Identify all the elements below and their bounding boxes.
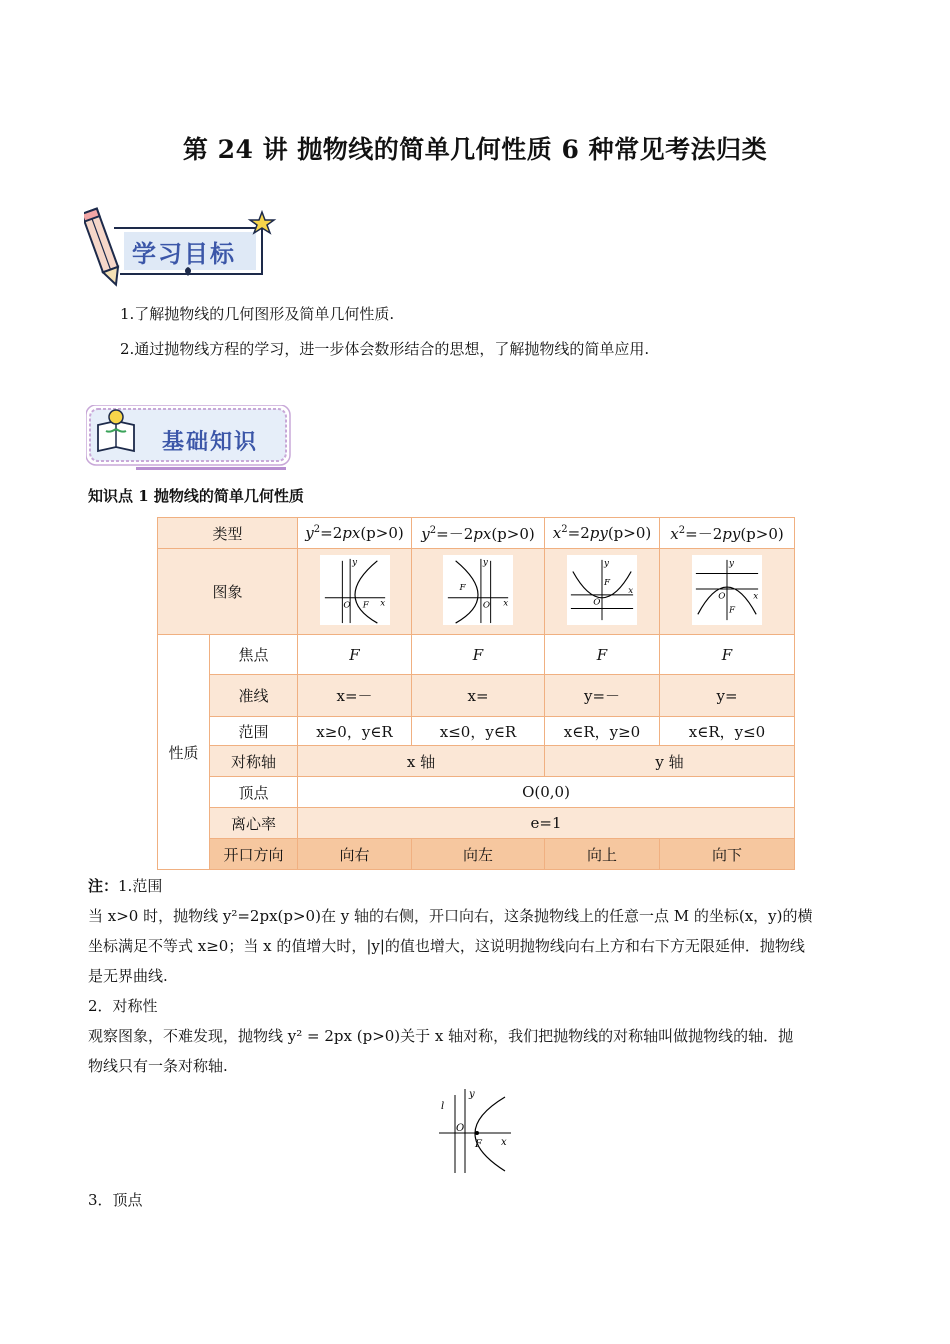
directrix-4: y= [660,675,795,717]
note-item1-line3: 是无界曲线. [88,967,168,985]
vertex-value: O(0,0) [298,777,795,808]
graph-row-label: 图象 [158,549,298,635]
properties-table [157,517,795,870]
svg-text:x: x [501,1137,507,1148]
axis-x: x 轴 [298,746,545,777]
parabola-up-graph [567,555,637,625]
svg-text:x: x [628,585,634,596]
type-4: $x^2=-2py(p>0)$ [660,518,795,549]
svg-text:y: y [603,558,609,569]
svg-text:x: x [753,591,759,602]
axis-y: y 轴 [545,746,795,777]
svg-text:O: O [482,600,491,610]
type-header: 类型 [158,518,298,549]
directrix-2: x= [412,675,545,717]
vertex-label: 顶点 [210,777,298,808]
svg-text:x: x [503,598,509,609]
page-title: 第 24 讲 抛物线的简单几何性质 6 种常见考法归类 [182,135,768,164]
ecc-value: e=1 [298,808,795,839]
parabola-right-graph [320,555,390,625]
goals-badge-label: 学习目标 [132,240,236,268]
parabola-down-graph [692,555,762,625]
basics-badge [86,405,296,475]
graph-up [545,549,660,635]
note-item1-line2: 坐标满足不等式 x≥0；当 x 的值增大时，|y|的值也增大，这说明抛物线向右上方和右下方无限延伸．抛物线 [88,937,805,955]
range-label: 范围 [210,717,298,746]
open-3: 向上 [545,839,660,870]
range-2: x≤0，y∈R [412,717,545,746]
note-item2-line1: 观察图象，不难发现，抛物线 y² = 2px (p>0)关于 x 轴对称，我们把抛物线的对称轴叫做抛物线的轴．抛 [88,1027,794,1045]
svg-text:O: O [456,1123,465,1134]
svg-text:x: x [379,598,385,609]
open-2: 向左 [412,839,545,870]
range-4: x∈R，y≤0 [660,717,795,746]
focus-1: F [298,635,412,675]
focus-2: F [412,635,545,675]
open-4: 向下 [660,839,795,870]
note-item1-title: 1.范围 [118,877,163,895]
type-1: $y^2=2px(p>0)$ [298,518,412,549]
svg-text:y: y [351,557,357,568]
svg-text:O: O [718,591,726,602]
directrix-1: x=－ [298,675,412,717]
graph-right [298,549,412,635]
svg-text:y: y [482,557,488,568]
objective-1: 1.了解抛物线的几何图形及简单几何性质. [120,305,395,323]
note-item2-title: 2．对称性 [88,997,158,1015]
range-3: x∈R，y≥0 [545,717,660,746]
goals-badge [84,200,284,290]
focus-3: F [545,635,660,675]
svg-text:F: F [728,604,736,615]
svg-text:F: F [603,577,611,588]
svg-text:F: F [475,1139,482,1150]
svg-text:y: y [469,1089,475,1100]
note-item3-title: 3．顶点 [88,1191,143,1209]
note-item2-line2: 物线只有一条对称轴. [88,1057,228,1075]
svg-text:F: F [362,600,369,610]
open-label: 开口方向 [210,839,298,870]
basics-badge-label: 基础知识 [162,430,259,455]
graph-down [660,549,795,635]
svg-text:y: y [728,558,734,569]
properties-group-label: 性质 [158,635,210,870]
note-head: 注： [88,877,119,895]
type-2: $y^2=-2px(p>0)$ [412,518,545,549]
type-3: $x^2=2py(p>0)$ [545,518,660,549]
knowledge-title: 知识点 1 抛物线的简单几何性质 [88,487,304,505]
svg-text:O: O [593,597,601,608]
note-heading [88,872,162,901]
range-1: x≥0，y∈R [298,717,412,746]
parabola-left-graph [443,555,513,625]
axis-label: 对称轴 [210,746,298,777]
focus-label: 焦点 [210,635,298,675]
open-1: 向右 [298,839,412,870]
symmetry-figure [435,1085,515,1175]
ecc-label: 离心率 [210,808,298,839]
note-item1-line1: 当 x>0 时，抛物线 y²=2px(p>0)在 y 轴的右侧，开口向右，这条抛物线上的任意一点 M 的坐标(x，y)的横 [88,907,813,925]
focus-4: F [660,635,795,675]
svg-text:F: F [459,582,466,593]
svg-text:O: O [342,600,351,610]
svg-text:l: l [441,1101,445,1112]
objective-2: 2.通过抛物线方程的学习，进一步体会数形结合的思想，了解抛物线的简单应用. [120,340,650,358]
directrix-3: y=－ [545,675,660,717]
graph-left [412,549,545,635]
directrix-label: 准线 [210,675,298,717]
